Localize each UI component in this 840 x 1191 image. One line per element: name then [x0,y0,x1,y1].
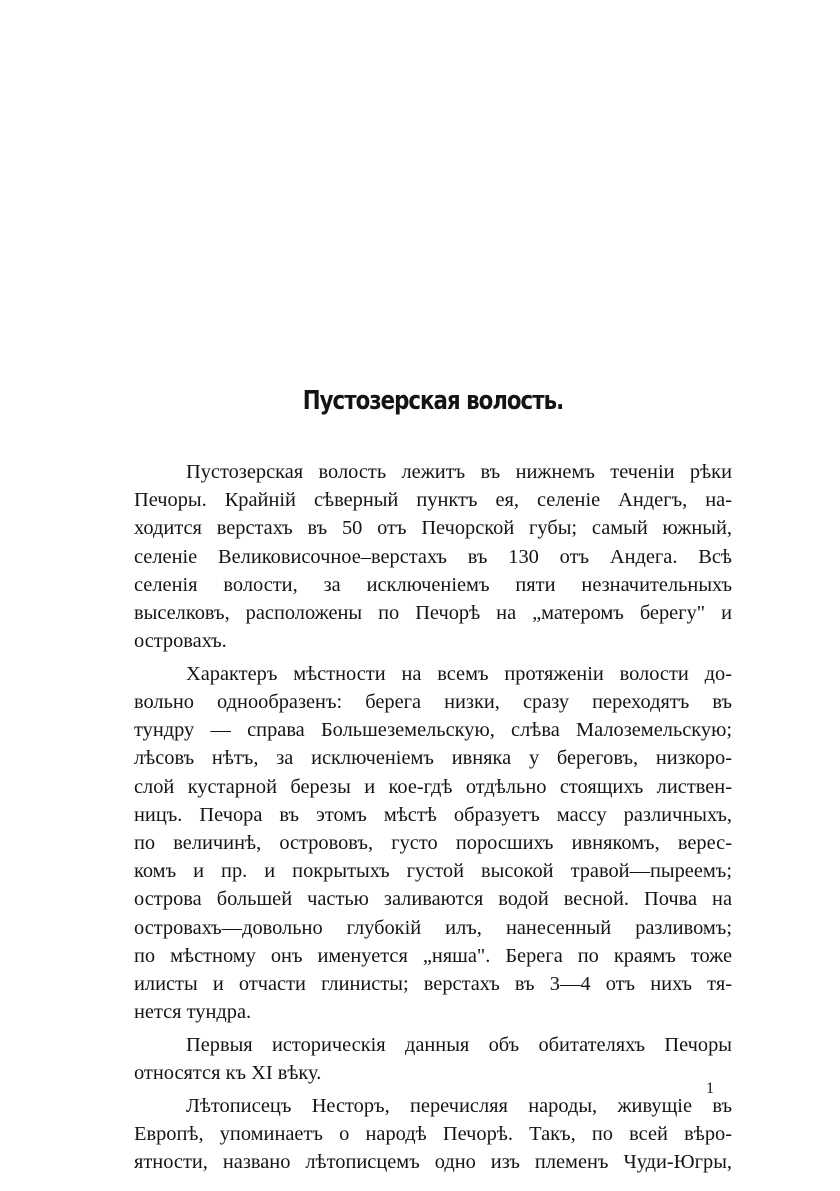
text-line: острова большей частью заливаются водой весной. Почва на [134,888,732,911]
text-line: лѣсовъ нѣтъ, за исключеніемъ ивняка у береговъ, низкоро- [134,747,732,770]
text-line: Первыя историческія данныя объ обитателяхъ Печоры [186,1033,732,1056]
text-line: ятности, названо лѣтописцемъ одно изъ племенъ Чуди-Югры, [134,1151,732,1173]
text-line: островахъ—довольно глубокій илъ, нанесенный разливомъ; [134,916,732,939]
text-line: Европѣ, упоминаетъ о народѣ Печорѣ. Такъ, по всей вѣро- [134,1122,732,1145]
body-text [134,458,732,1176]
text-line: вольно однообразенъ: берега низки, сразу переходятъ въ [134,691,732,713]
text-line: селеніе Великовисочное–верстахъ въ 130 отъ Андега. Всѣ [134,545,732,568]
text-line: тундру — справа Большеземельскую, слѣва Малоземельскую; [134,719,732,742]
text-line: относятся къ XI вѣку. [134,1061,322,1084]
text-line: ходится верстахъ въ 50 отъ Печорской губы; самый южный, [134,517,732,540]
text-line: илисты и отчасти глинисты; верстахъ въ 3—4 отъ нихъ тя- [134,972,732,995]
page-number: 1 [706,1080,714,1097]
text-line: Пустозерская волость лежитъ въ нижнемъ теченіи рѣки [186,461,732,483]
chapter-title: Пустозерская волость. [302,386,564,416]
text-line: ницъ. Печора въ этомъ мѣстѣ образуетъ массу различныхъ, [134,803,732,826]
text-line: островахъ. [134,630,227,653]
text-line: комъ и пр. и покрытыхъ густой высокой травой—пыреемъ; [134,860,732,883]
text-line: Лѣтописецъ Несторъ, перечисляя народы, живущіе въ [186,1094,732,1117]
text-line: нется тундра. [134,1001,252,1024]
text-line: слой кустарной березы и кое-гдѣ отдѣльно стоящихъ листвен- [134,775,732,798]
text-line: селенія волости, за исключеніемъ пяти незначительныхъ [134,573,732,596]
text-line: по величинѣ, острововъ, густо поросшихъ ивнякомъ, верес- [134,831,732,854]
text-line: по мѣстному онъ именуется „няша". Берега по краямъ тоже [134,944,732,967]
text-line: Печоры. Крайній сѣверный пунктъ ея, селеніе Андегъ, на- [134,489,732,512]
text-line: выселковъ, расположены по Печорѣ на „матеромъ берегу" и [134,601,732,624]
text-line: Характеръ мѣстности на всемъ протяженіи волости до- [186,662,732,685]
